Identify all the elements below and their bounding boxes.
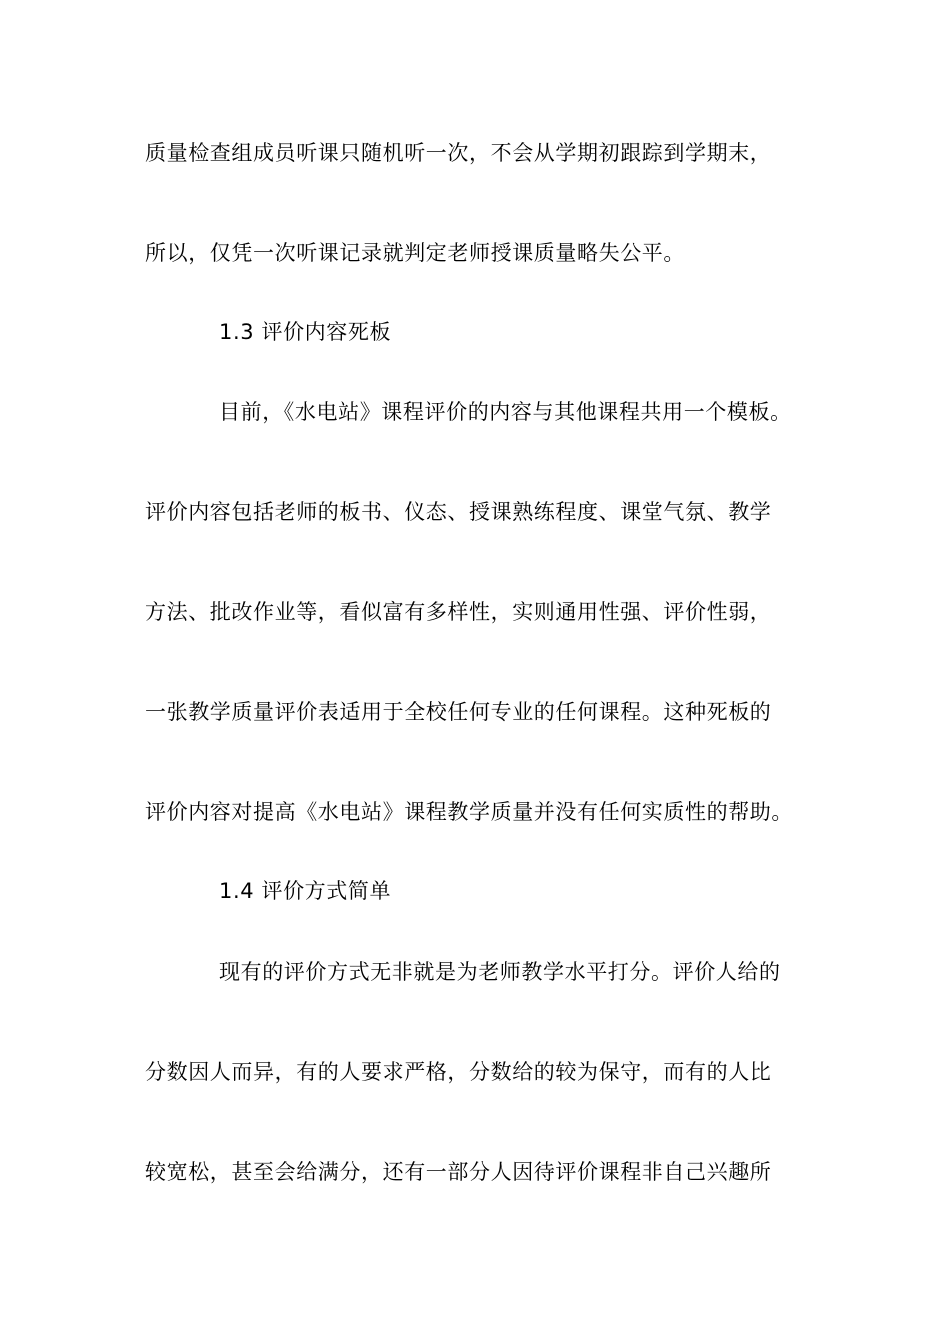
section-heading: 1.3 评价内容死板 (219, 320, 392, 344)
paragraph-line: 现有的评价方式无非就是为老师教学水平打分。评价人给的 (219, 960, 781, 984)
paragraph-line: 目前，《水电站》课程评价的内容与其他课程共用一个模板。 (219, 400, 792, 424)
paragraph-line: 方法、批改作业等，看似富有多样性，实则通用性强、评价性弱， (145, 600, 772, 624)
paragraph-line: 较宽松，甚至会给满分，还有一部分人因待评价课程非自己兴趣所 (145, 1160, 772, 1184)
paragraph-line: 所以，仅凭一次听课记录就判定老师授课质量略失公平。 (145, 241, 685, 265)
section-heading: 1.4 评价方式简单 (219, 879, 392, 903)
paragraph-line: 一张教学质量评价表适用于全校任何专业的任何课程。这种死板的 (145, 700, 772, 724)
paragraph-line: 评价内容对提高《水电站》课程教学质量并没有任何实质性的帮助。 (145, 800, 793, 824)
paragraph-line: 质量检查组成员听课只随机听一次，不会从学期初跟踪到学期末， (145, 141, 772, 165)
paragraph-line: 评价内容包括老师的板书、仪态、授课熟练程度、课堂气氛、教学 (145, 500, 772, 524)
paragraph-line: 分数因人而异，有的人要求严格，分数给的较为保守，而有的人比 (145, 1060, 772, 1084)
